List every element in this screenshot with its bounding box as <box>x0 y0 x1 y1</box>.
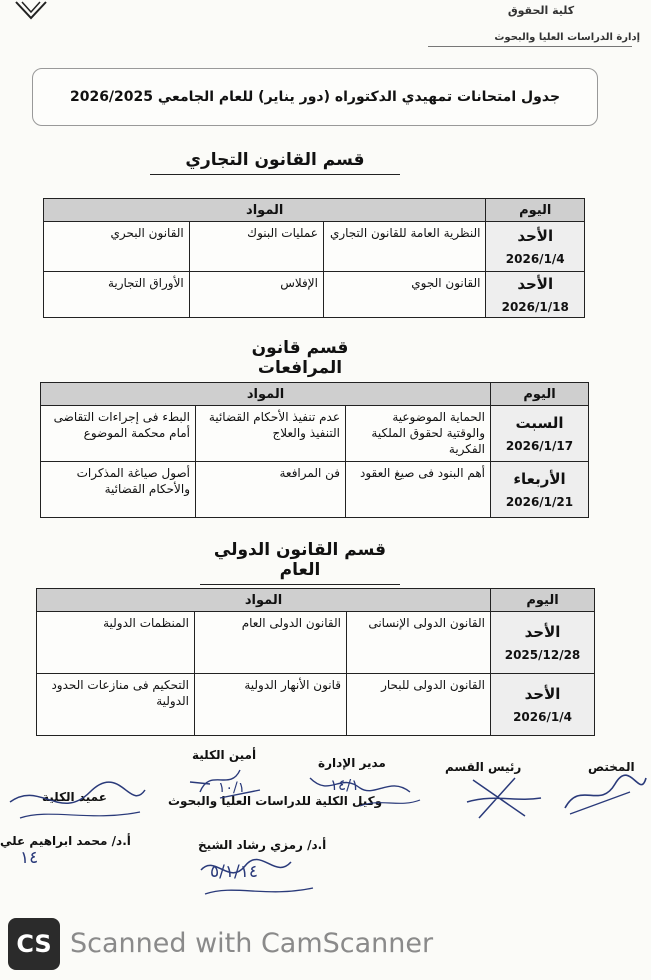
header-subjects: المواد <box>41 383 491 406</box>
camscanner-watermark: Scanned with CamScanner <box>70 928 434 959</box>
subject-cell: أصول صياغة المذكرات والأحكام القضائية <box>41 462 196 518</box>
subject-cell: القانون الدولى للبحار <box>347 674 491 736</box>
subject-cell: البطء فى إجراءات التقاضى أمام محكمة الموضوع <box>41 406 196 462</box>
admin-name: إدارة الدراسات العليا والبحوث <box>420 32 640 43</box>
header-day: اليوم <box>491 383 589 406</box>
subject-cell: القانون الدولى العام <box>195 612 347 674</box>
sig-faculty-secretary: أمين الكلية <box>192 748 257 762</box>
sig-dean: عميد الكلية <box>42 790 107 804</box>
day-name: الأحد <box>524 623 561 642</box>
exam-date: 2026/1/4 <box>513 709 572 724</box>
subject-cell: المنظمات الدولية <box>37 612 195 674</box>
signature-scribble <box>465 772 545 822</box>
subject-cell: الأوراق التجارية <box>44 272 190 318</box>
subject-cell: قانون الأنهار الدولية <box>195 674 347 736</box>
day-name: الأربعاء <box>513 470 566 489</box>
subject-cell: القانون الجوي <box>323 272 486 318</box>
table-row <box>44 222 585 272</box>
section-title-procedures: قسم قانون المرافعات <box>215 338 385 383</box>
subject-cell: القانون البحري <box>44 222 190 272</box>
handwritten-date: ٥/١/١٤ <box>210 862 258 882</box>
faculty-name: كلية الحقوق <box>507 4 575 17</box>
signature-scribble <box>0 772 150 828</box>
table-row <box>37 674 595 736</box>
camscanner-logo: CS <box>8 918 60 970</box>
sig-admin-director: مدير الإدارة <box>318 756 386 770</box>
schedule-table-commercial <box>43 198 585 318</box>
exam-date: 2026/1/4 <box>505 251 565 266</box>
signature-scribble <box>560 770 650 820</box>
schedule-table-procedures <box>40 382 589 518</box>
schedule-table-international <box>36 588 595 736</box>
table-row <box>44 272 585 318</box>
exam-date: 2026/1/21 <box>505 494 574 509</box>
subject-cell: عمليات البنوك <box>189 222 323 272</box>
header-subjects: المواد <box>44 199 486 222</box>
header-subjects: المواد <box>37 589 491 612</box>
table-row <box>41 406 589 462</box>
sig-dean-name: أ.د/ محمد ابراهيم علي <box>0 834 131 848</box>
sig-specialist: المختص <box>588 760 635 774</box>
subject-cell: الإفلاس <box>189 272 323 318</box>
subject-cell: التحكيم فى منازعات الحدود الدولية <box>37 674 195 736</box>
handwritten-date: ١٠/١ <box>218 780 246 796</box>
section-title-international: قسم القانون الدولي العام <box>200 540 400 585</box>
exam-date: 2026/1/18 <box>501 299 569 314</box>
document-title-box <box>32 68 598 126</box>
day-name: السبت <box>515 414 564 433</box>
subject-cell: أهم البنود فى صيغ العقود <box>346 462 491 518</box>
sig-vice-dean-name: أ.د/ رمزي رشاد الشيخ <box>198 838 327 852</box>
subject-cell: فن المرافعة <box>196 462 346 518</box>
table-row <box>41 462 589 518</box>
sig-vice-dean: وكيل الكلية للدراسات العليا والبحوث <box>168 794 383 808</box>
subject-cell: عدم تنفيذ الأحكام القضائية التنفيذ والعلاج <box>196 406 346 462</box>
subject-cell: النظرية العامة للقانون التجاري <box>323 222 486 272</box>
signature-scribble <box>300 768 430 812</box>
section-title-commercial: قسم القانون التجاري <box>150 150 400 175</box>
header-day: اليوم <box>491 589 595 612</box>
day-name: الأحد <box>517 275 554 294</box>
day-name: الأحد <box>524 685 561 704</box>
handwritten-date: ١٤ <box>20 848 39 868</box>
header-day: اليوم <box>486 199 585 222</box>
sig-dept-head: رئيس القسم <box>445 760 522 774</box>
subject-cell: القانون الدولى الإنسانى <box>347 612 491 674</box>
exam-date: 2025/12/28 <box>504 647 581 662</box>
day-name: الأحد <box>517 227 554 246</box>
handwritten-date: ١٤/١ <box>330 776 360 794</box>
subject-cell: الحماية الموضوعية والوقتية لحقوق الملكية الفكرية <box>346 406 491 462</box>
document-title: جدول امتحانات تمهيدي الدكتوراه (دور يناير) للعام الجامعي 2026/2025 <box>69 88 561 105</box>
table-row <box>37 612 595 674</box>
exam-date: 2026/1/17 <box>505 438 574 453</box>
corner-emblem-icon <box>14 0 48 22</box>
